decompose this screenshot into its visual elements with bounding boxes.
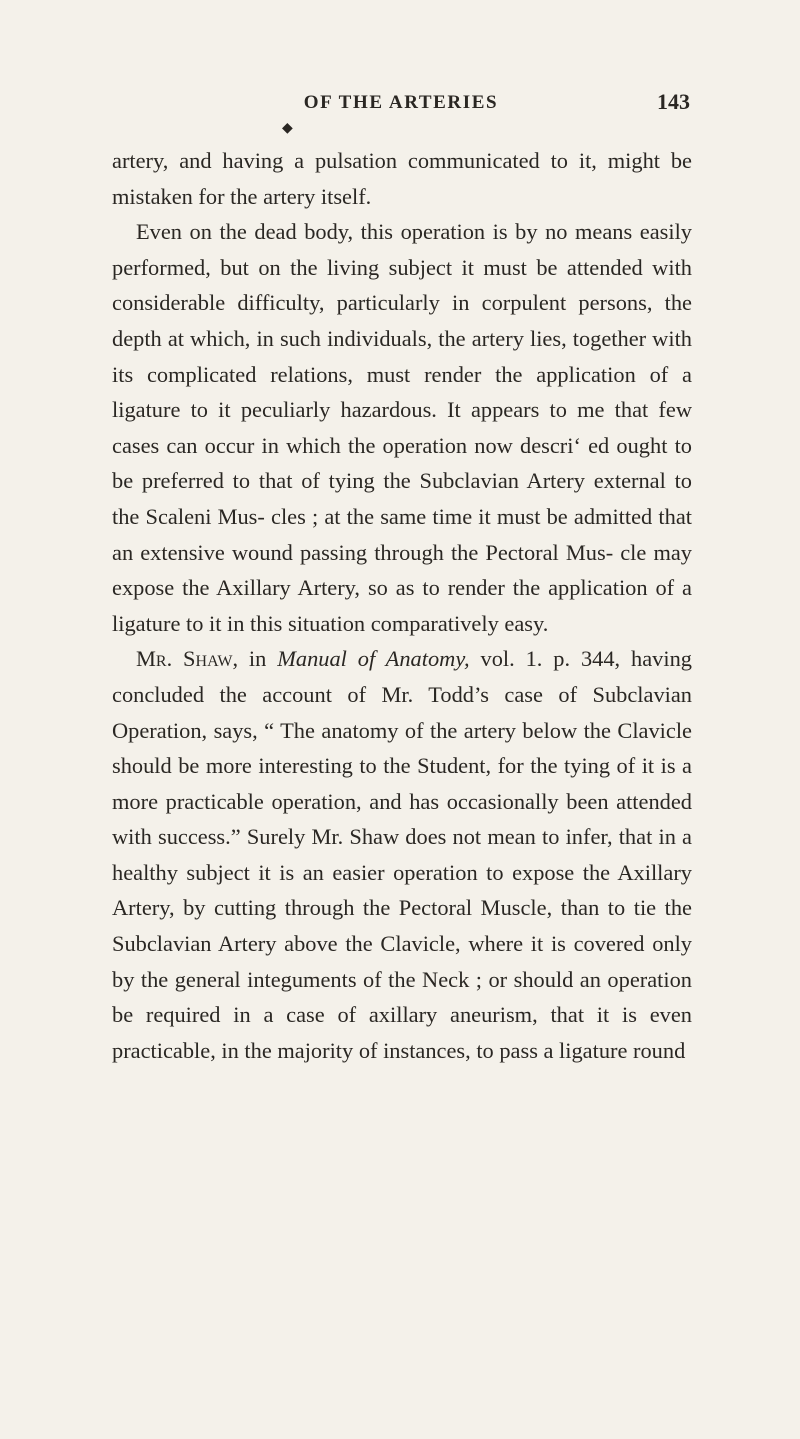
paragraph-3 [112,641,692,1068]
paragraph-2: Even on the dead body, this operation is by no means easily performed, but on the living subject it must be attended with considerable difficulty, particularly in corpulent persons, the depth at which, in such individuals, the artery lies, together with its complicated relations, must render the application of a ligature to it peculiarly hazardous. It appears to me that few cases can occur in which the operation now descri‘ ed ought to be preferred to that of tying the Subclavian Artery external to the Scaleni Mus- cles ; at the same time it must be admitted that an extensive wound passing through the Pectoral Mus- cle may expose the Axillary Artery, so as to render the application of a ligature to it in this situation comparatively easy. [112,219,692,636]
book-title: Manual of Anatomy, [277,646,470,672]
page-number: 143 [657,89,690,114]
paragraph-1: artery, and having a pulsation communicated to it, might be mistaken for the artery itself. [112,148,692,209]
body-text [112,143,692,1068]
header-title: OF THE ARTERIES [303,92,499,113]
running-head [112,0,690,70]
ornament-mark: ◆ [282,121,293,136]
paragraph-3-text: vol. 1. p. 344, having concluded the account of Mr. Todd’s case of Subclavian Operation, says, “ The anatomy of the artery below the Clavicle should be more interesting to the Student, for the tying of it is a more practicable operation, and has occasionally been attended with success.” Surely Mr. Shaw does not mean to infer, that in a healthy subject it is an easier operation to expose the Axillary Artery, by cutting through the Pectoral Muscle, than to tie the Subclavian Artery above the Clavicle, where it is covered only by the general integuments of the Neck ; or should an operation be required in a case of axillary aneurism, that it is even practicable, in the majority of instances, to pass a ligature round [112,646,692,1063]
author-name: Mr. Shaw, [136,646,239,672]
paragraph-3-connector: in [238,646,278,672]
